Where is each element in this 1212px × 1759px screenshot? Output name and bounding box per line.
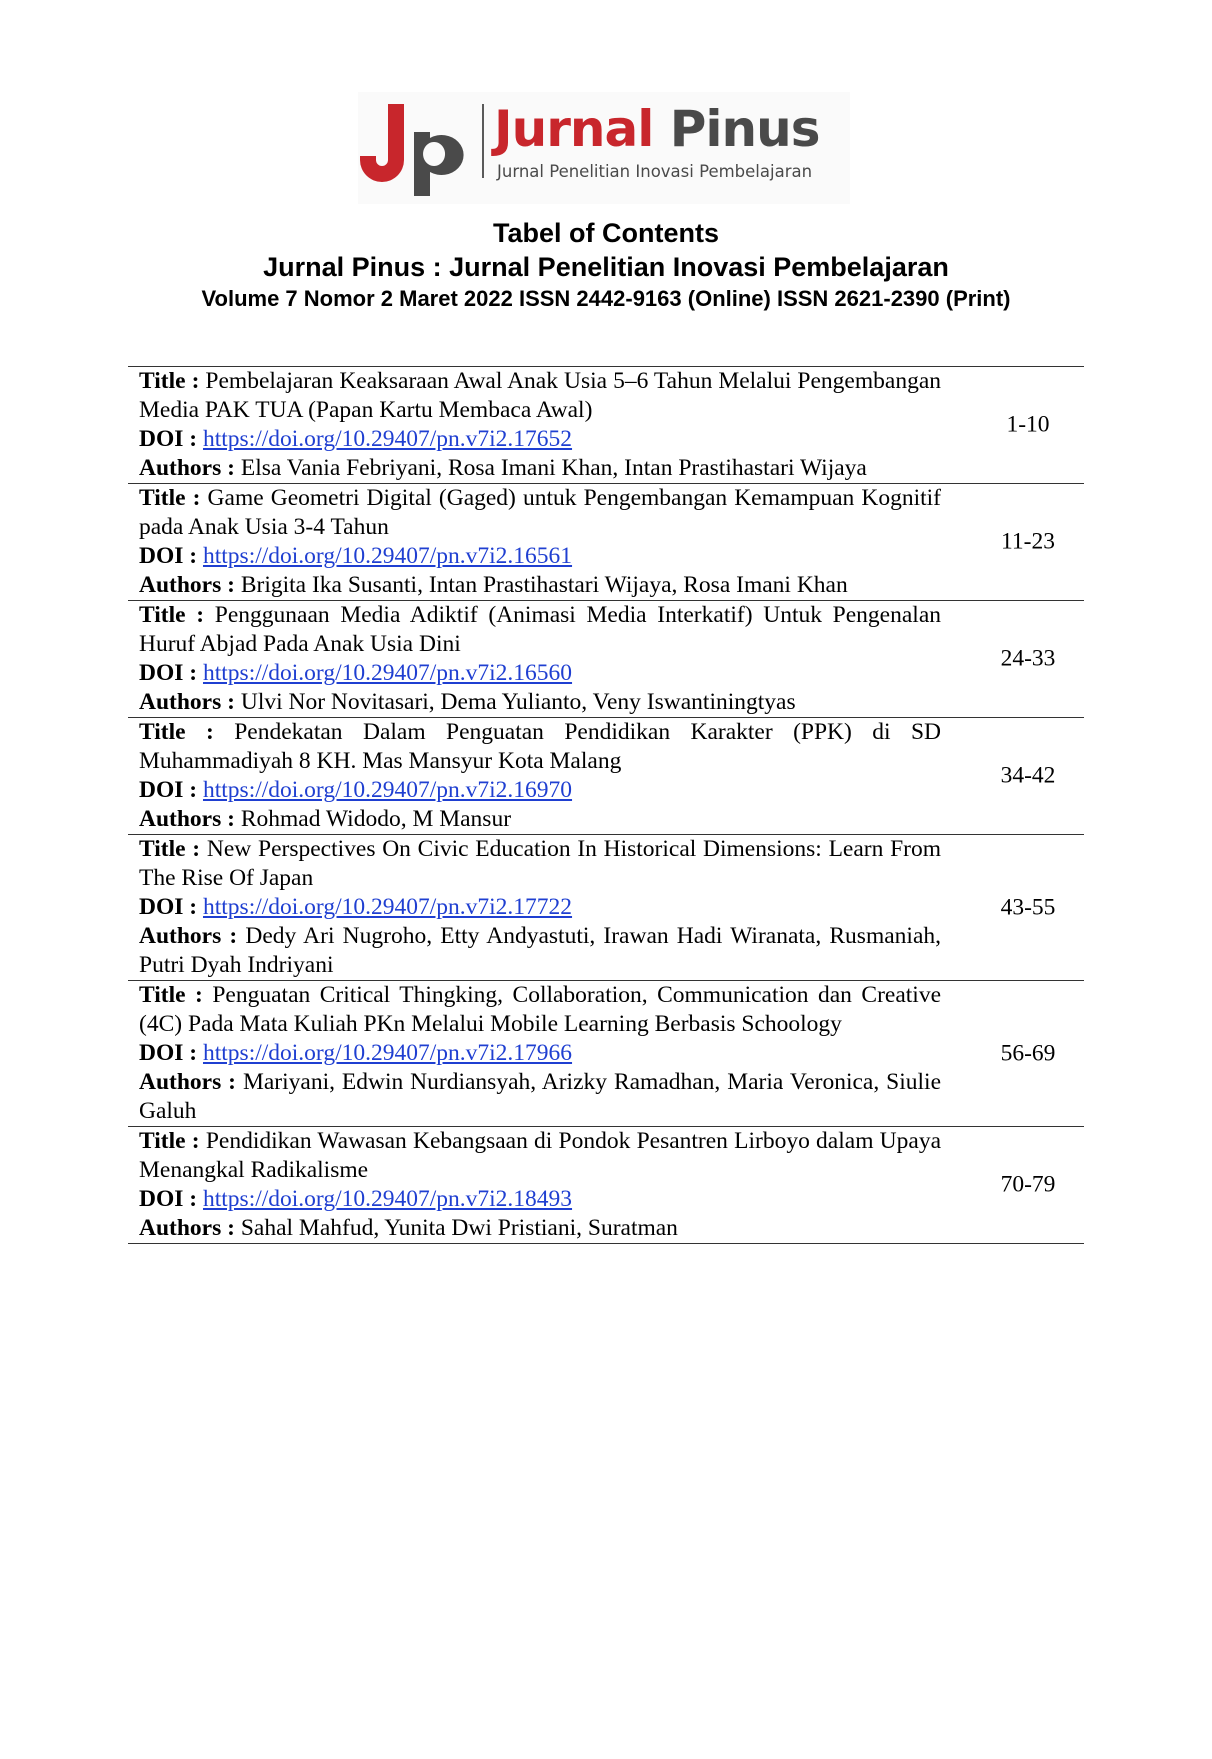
- article-doi-line: [139, 776, 941, 805]
- page-range: 43-55: [1000, 894, 1056, 920]
- authors-label: Authors :: [139, 1069, 237, 1095]
- article-authors-line: [139, 1214, 941, 1243]
- article-title-line: [139, 981, 941, 1039]
- issue-info: Volume 7 Nomor 2 Maret 2022 ISSN 2442-9163 (Online) ISSN 2621-2390 (Print): [201, 286, 1011, 311]
- doi-label: DOI :: [139, 894, 198, 920]
- logo-word-pinus: Pinus: [669, 100, 820, 158]
- article-entry: [139, 367, 941, 483]
- title-label: Title :: [139, 602, 205, 628]
- page-range: 70-79: [1000, 1171, 1056, 1198]
- article-doi-line: [139, 1185, 941, 1214]
- table-of-contents: [128, 366, 1084, 1244]
- table-row: [128, 484, 1084, 601]
- article-entry: [139, 981, 941, 1126]
- jp-logo-mark-icon: [358, 98, 478, 198]
- doi-link[interactable]: https://doi.org/10.29407/pn.v7i2.16970: [202, 777, 573, 803]
- article-authors-line: [139, 805, 941, 834]
- page-range: 56-69: [1000, 1040, 1056, 1066]
- article-doi-line: [139, 659, 941, 688]
- title-label: Title :: [139, 485, 201, 511]
- article-title: Penguatan Critical Thingking, Collaboration, Communication dan Creative (4C) Pada Mata Kuliah PKn Melalui Mobile Learning Berbasis Schoology: [139, 982, 942, 1037]
- authors-label: Authors :: [139, 923, 238, 949]
- title-label: Title :: [139, 1128, 200, 1154]
- article-authors-line: [139, 922, 941, 980]
- doi-link[interactable]: https://doi.org/10.29407/pn.v7i2.17722: [202, 894, 573, 920]
- logo-word-jurnal: Jurnal: [494, 100, 654, 158]
- article-title: Pembelajaran Keaksaraan Awal Anak Usia 5–6 Tahun Melalui Pengembangan Media PAK TUA (Papan Kartu Membaca Awal): [139, 368, 941, 423]
- journal-logo: [358, 92, 850, 204]
- page-range: 24-33: [1000, 645, 1056, 672]
- article-authors: Ulvi Nor Novitasari, Dema Yulianto, Veny Iswantiningtyas: [240, 689, 796, 715]
- table-row: [128, 1127, 1084, 1244]
- title-label: Title :: [139, 836, 201, 862]
- authors-label: Authors :: [139, 689, 235, 715]
- article-authors-line: [139, 1068, 941, 1126]
- article-title-line: [139, 1127, 941, 1185]
- page-range: 11-23: [1001, 528, 1055, 555]
- article-title: New Perspectives On Civic Education In Historical Dimensions: Learn From The Rise Of Japan: [139, 836, 942, 891]
- authors-label: Authors :: [139, 1215, 235, 1241]
- table-row: [128, 601, 1084, 718]
- article-authors: Sahal Mahfud, Yunita Dwi Pristiani, Suratman: [240, 1215, 678, 1241]
- doi-label: DOI :: [139, 777, 198, 803]
- article-entry: [139, 835, 941, 980]
- article-authors: Mariyani, Edwin Nurdiansyah, Arizky Ramadhan, Maria Veronica, Siulie Galuh: [139, 1069, 941, 1124]
- article-doi-line: [139, 425, 941, 454]
- logo-tagline: Jurnal Penelitian Inovasi Pembelajaran: [497, 162, 813, 181]
- doi-label: DOI :: [139, 426, 198, 452]
- title-label: Title :: [139, 368, 200, 394]
- title-label: Title :: [139, 982, 203, 1008]
- article-authors-line: [139, 688, 941, 717]
- journal-name: Jurnal Pinus : Jurnal Penelitian Inovasi Pembelajaran: [263, 252, 949, 282]
- article-title: Pendidikan Wawasan Kebangsaan di Pondok Pesantren Lirboyo dalam Upaya Menangkal Radikalisme: [139, 1128, 942, 1183]
- doi-link[interactable]: https://doi.org/10.29407/pn.v7i2.18493: [202, 1186, 573, 1212]
- title-label: Title :: [139, 719, 214, 745]
- doi-label: DOI :: [139, 543, 198, 569]
- authors-label: Authors :: [139, 455, 235, 481]
- article-title-line: [139, 367, 941, 425]
- article-entry: [139, 601, 941, 717]
- article-doi-line: [139, 893, 941, 922]
- doi-link[interactable]: https://doi.org/10.29407/pn.v7i2.16560: [202, 660, 573, 686]
- table-row: [128, 835, 1084, 981]
- doi-link[interactable]: https://doi.org/10.29407/pn.v7i2.16561: [202, 543, 573, 569]
- doi-label: DOI :: [139, 1186, 198, 1212]
- table-row: [128, 981, 1084, 1127]
- doi-label: DOI :: [139, 1040, 198, 1066]
- article-title-line: [139, 835, 941, 893]
- table-row: [128, 367, 1084, 484]
- table-row: [128, 718, 1084, 835]
- article-doi-line: [139, 542, 941, 571]
- article-entry: [139, 484, 941, 600]
- logo-divider: [482, 104, 484, 178]
- article-authors: Dedy Ari Nugroho, Etty Andyastuti, Irawan Hadi Wiranata, Rusmaniah, Putri Dyah Indriyani: [139, 923, 942, 978]
- article-authors: Rohmad Widodo, M Mansur: [240, 806, 512, 832]
- article-entry: [139, 718, 941, 834]
- authors-label: Authors :: [139, 572, 235, 598]
- article-authors-line: [139, 571, 941, 600]
- article-doi-line: [139, 1039, 941, 1068]
- article-title-line: [139, 601, 941, 659]
- article-entry: [139, 1127, 941, 1243]
- doi-link[interactable]: https://doi.org/10.29407/pn.v7i2.17966: [202, 1040, 573, 1066]
- page-title: Tabel of Contents: [493, 218, 719, 248]
- article-title-line: [139, 484, 941, 542]
- article-title: Penggunaan Media Adiktif (Animasi Media Interkatif) Untuk Pengenalan Huruf Abjad Pada Anak Usia Dini: [139, 602, 941, 657]
- doi-label: DOI :: [139, 660, 198, 686]
- authors-label: Authors :: [139, 806, 235, 832]
- page-range: 1-10: [1006, 411, 1050, 438]
- doi-link[interactable]: https://doi.org/10.29407/pn.v7i2.17652: [202, 426, 573, 452]
- article-title: Pendekatan Dalam Penguatan Pendidikan Karakter (PPK) di SD Muhammadiyah 8 KH. Mas Mansyur Kota Malang: [139, 719, 942, 774]
- page-range: 34-42: [1000, 762, 1056, 789]
- article-authors-line: [139, 454, 941, 483]
- article-authors: Brigita Ika Susanti, Intan Prastihastari Wijaya, Rosa Imani Khan: [240, 572, 848, 598]
- article-authors: Elsa Vania Febriyani, Rosa Imani Khan, Intan Prastihastari Wijaya: [240, 455, 867, 481]
- logo-wordmark: [494, 94, 820, 164]
- article-title-line: [139, 718, 941, 776]
- article-title: Game Geometri Digital (Gaged) untuk Pengembangan Kemampuan Kognitif pada Anak Usia 3-4 Tahun: [139, 485, 941, 540]
